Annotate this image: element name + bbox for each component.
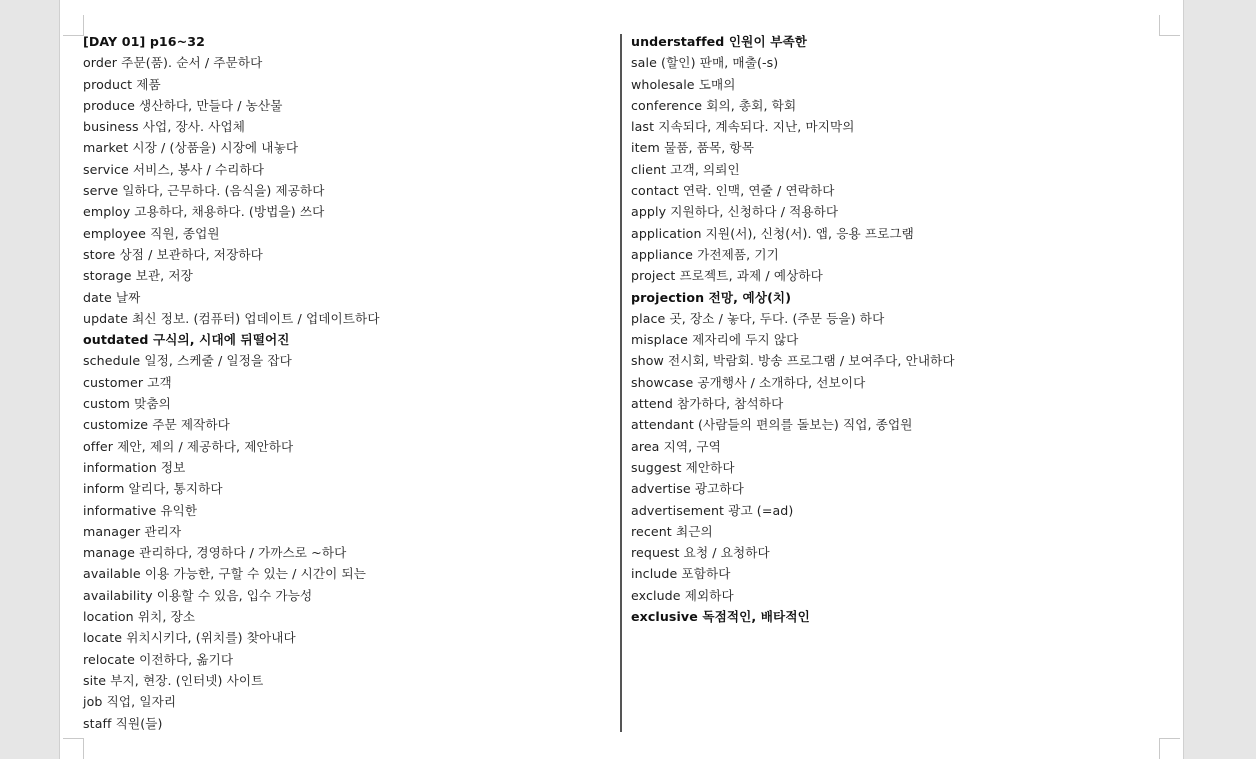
vocab-line[interactable]: order 주문(품). 순서 / 주문하다 <box>83 55 263 71</box>
vocab-line[interactable]: inform 알리다, 통지하다 <box>83 481 223 497</box>
vocab-line[interactable]: include 포함하다 <box>631 566 731 582</box>
vocab-line[interactable]: offer 제안, 제의 / 제공하다, 제안하다 <box>83 438 294 454</box>
vocab-line[interactable]: conference 회의, 총회, 학회 <box>631 97 797 113</box>
vocab-line[interactable]: recent 최근의 <box>631 523 713 539</box>
vocab-line[interactable]: sale (할인) 판매, 매출(-s) <box>631 55 779 71</box>
left-column <box>83 31 603 734</box>
vocab-line[interactable]: available 이용 가능한, 구할 수 있는 / 시간이 되는 <box>83 566 366 582</box>
vocab-line[interactable]: date 날짜 <box>83 289 141 305</box>
vocab-line[interactable]: misplace 제자리에 두지 않다 <box>631 332 799 348</box>
vocab-line[interactable]: business 사업, 장사. 사업체 <box>83 119 246 135</box>
vocab-line[interactable]: application 지원(서), 신청(서). 앱, 응용 프로그램 <box>631 225 914 241</box>
vocab-line[interactable]: [DAY 01] p16~32 <box>83 34 206 49</box>
vocab-line[interactable]: appliance 가전제품, 기기 <box>631 246 779 262</box>
vocab-line[interactable]: update 최신 정보. (컴퓨터) 업데이트 / 업데이트하다 <box>83 310 380 326</box>
vocab-line[interactable]: locate 위치시키다, (위치를) 찾아내다 <box>83 630 296 646</box>
vocab-line[interactable]: item 물품, 품목, 항목 <box>631 140 754 156</box>
vocab-line[interactable]: informative 유익한 <box>83 502 198 518</box>
vocab-line[interactable]: contact 연락. 인맥, 연줄 / 연락하다 <box>631 183 835 199</box>
vocab-line[interactable]: manage 관리하다, 경영하다 / 가까스로 ~하다 <box>83 545 347 561</box>
vocab-line[interactable]: information 정보 <box>83 459 186 475</box>
vocab-line[interactable]: showcase 공개행사 / 소개하다, 선보이다 <box>631 374 866 390</box>
margin-corner-mark <box>63 738 84 759</box>
vocab-line[interactable]: customer 고객 <box>83 374 172 390</box>
margin-corner-mark <box>1159 15 1180 36</box>
vocab-line[interactable]: exclude 제외하다 <box>631 587 734 603</box>
vocab-line[interactable]: advertisement 광고 (=ad) <box>631 502 794 518</box>
vocab-line[interactable]: project 프로젝트, 과제 / 예상하다 <box>631 268 823 284</box>
vocab-line[interactable]: store 상점 / 보관하다, 저장하다 <box>83 246 263 262</box>
vocab-line[interactable]: staff 직원(들) <box>83 715 163 731</box>
vocab-line[interactable]: apply 지원하다, 신청하다 / 적용하다 <box>631 204 839 220</box>
vocab-line[interactable]: client 고객, 의뢰인 <box>631 161 740 177</box>
vocab-line[interactable]: produce 생산하다, 만들다 / 농산물 <box>83 97 283 113</box>
vocab-line[interactable]: location 위치, 장소 <box>83 609 196 625</box>
vocab-line[interactable]: place 곳, 장소 / 놓다, 두다. (주문 등을) 하다 <box>631 310 885 326</box>
vocab-line[interactable]: job 직업, 일자리 <box>83 694 177 710</box>
right-column <box>631 31 1151 627</box>
vocab-line[interactable]: employee 직원, 종업원 <box>83 225 220 241</box>
margin-corner-mark <box>1159 738 1180 759</box>
vocab-line[interactable]: area 지역, 구역 <box>631 438 721 454</box>
vocab-line[interactable]: show 전시회, 박람회. 방송 프로그램 / 보여주다, 안내하다 <box>631 353 955 369</box>
vocab-line[interactable]: storage 보관, 저장 <box>83 268 193 284</box>
margin-corner-mark <box>63 15 84 36</box>
vocab-line[interactable]: product 제품 <box>83 76 161 92</box>
vocab-line[interactable]: suggest 제안하다 <box>631 459 735 475</box>
vocab-line[interactable]: market 시장 / (상품을) 시장에 내놓다 <box>83 140 299 156</box>
vocab-line[interactable]: request 요청 / 요청하다 <box>631 545 770 561</box>
vocab-line[interactable]: relocate 이전하다, 옮기다 <box>83 651 234 667</box>
vocab-line[interactable]: exclusive 독점적인, 배타적인 <box>631 609 810 625</box>
vocab-line[interactable]: wholesale 도매의 <box>631 76 736 92</box>
vocab-line[interactable]: customize 주문 제작하다 <box>83 417 230 433</box>
vocab-line[interactable]: projection 전망, 예상(치) <box>631 289 792 305</box>
vocab-line[interactable]: outdated 구식의, 시대에 뒤떨어진 <box>83 332 290 348</box>
vocab-line[interactable]: last 지속되다, 계속되다. 지난, 마지막의 <box>631 119 855 135</box>
column-divider <box>620 34 622 732</box>
vocab-line[interactable]: manager 관리자 <box>83 523 182 539</box>
vocab-line[interactable]: attend 참가하다, 참석하다 <box>631 396 784 412</box>
vocab-line[interactable]: advertise 광고하다 <box>631 481 744 497</box>
vocab-line[interactable]: availability 이용할 수 있음, 입수 가능성 <box>83 587 313 603</box>
vocab-line[interactable]: service 서비스, 봉사 / 수리하다 <box>83 161 265 177</box>
vocab-line[interactable]: schedule 일정, 스케줄 / 일정을 잡다 <box>83 353 292 369</box>
document-page <box>59 0 1184 759</box>
vocab-line[interactable]: understaffed 인원이 부족한 <box>631 34 807 49</box>
vocab-line[interactable]: attendant (사람들의 편의를 돌보는) 직업, 종업원 <box>631 417 913 433</box>
vocab-line[interactable]: custom 맞춤의 <box>83 396 171 412</box>
vocab-line[interactable]: site 부지, 현장. (인터넷) 사이트 <box>83 672 264 688</box>
vocab-line[interactable]: employ 고용하다, 채용하다. (방법을) 쓰다 <box>83 204 325 220</box>
vocab-line[interactable]: serve 일하다, 근무하다. (음식을) 제공하다 <box>83 183 325 199</box>
